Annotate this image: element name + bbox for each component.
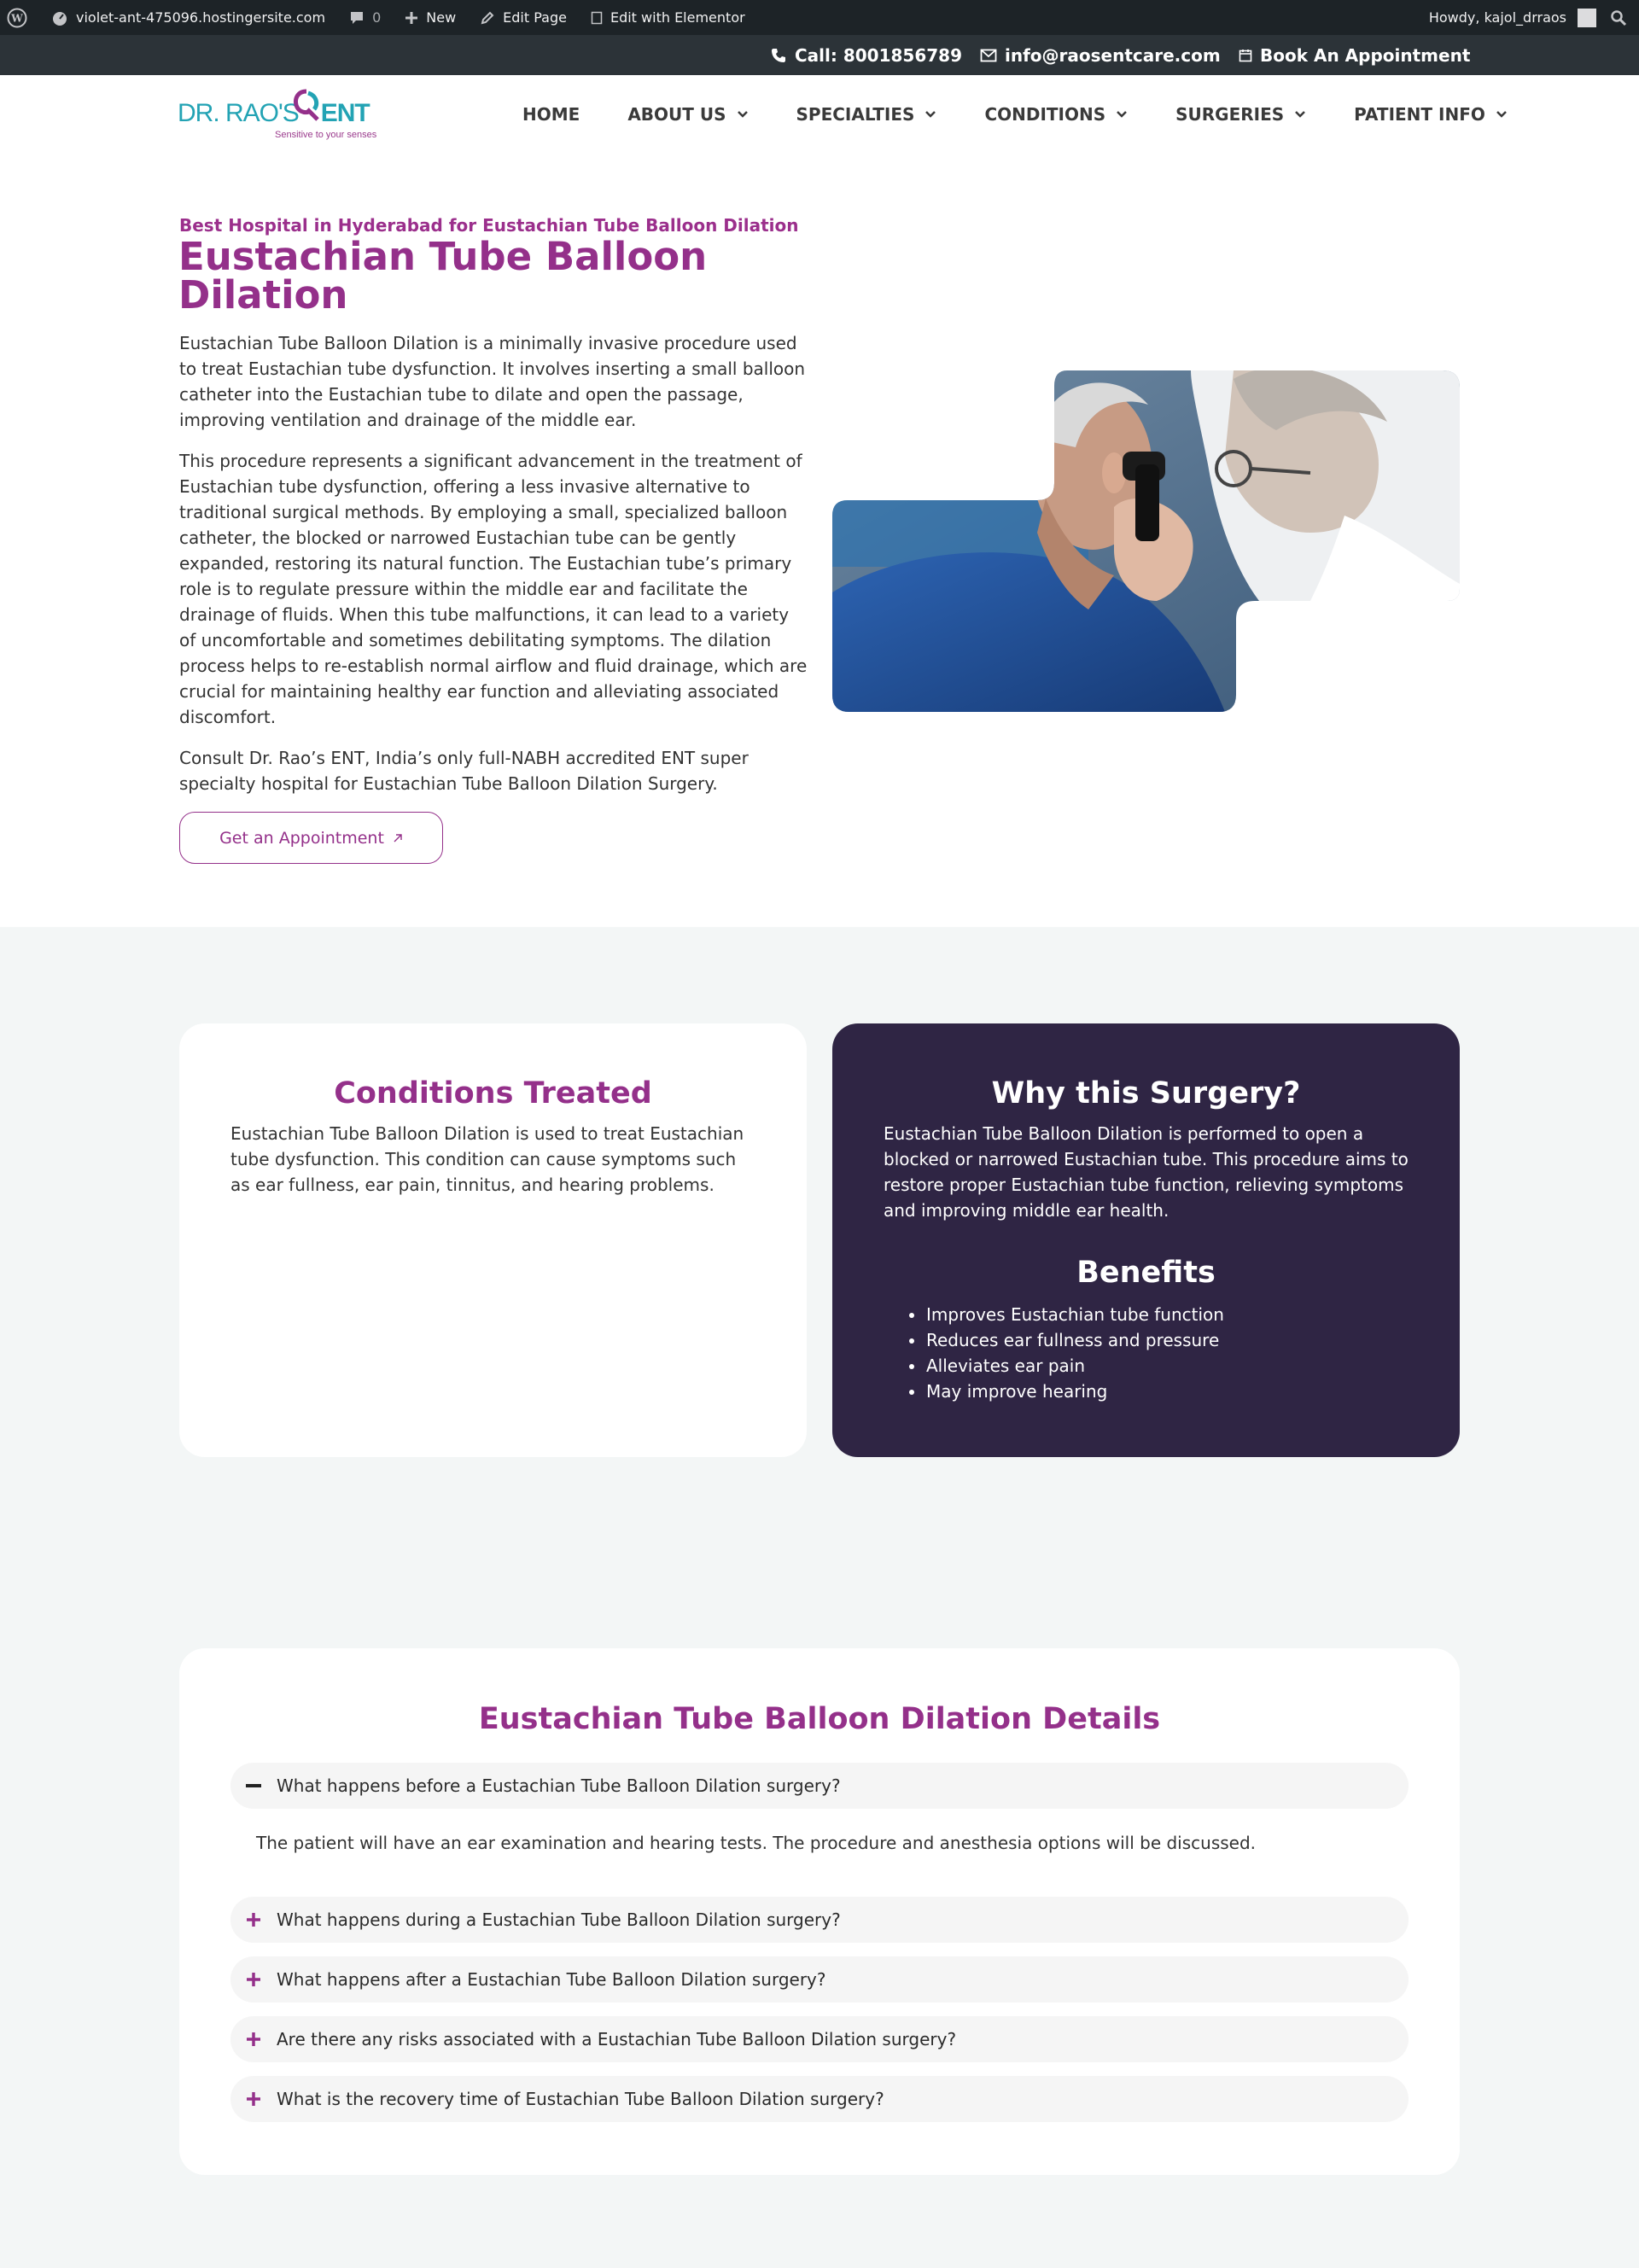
- plus-icon: [405, 11, 418, 25]
- benefit-item: May improve hearing: [926, 1379, 1460, 1404]
- nav-conditions-label: CONDITIONS: [984, 104, 1106, 125]
- hero-paragraph-1: Eustachian Tube Balloon Dilation is a minimally invasive procedure used to treat Eustachian tube dysfunction. It involves inserting a small balloon catheter into the Eustachian tube to dilate and open the passage, improving ventilation and drainage of the middle ear.: [179, 333, 806, 430]
- accordion-question: What happens during a Eustachian Tube Balloon Dilation surgery?: [277, 1909, 841, 1930]
- page-title: Eustachian Tube Balloon Dilation: [178, 234, 708, 318]
- envelope-icon: [980, 49, 997, 62]
- plus-icon: [230, 1913, 277, 1927]
- benefit-item: Alleviates ear pain: [926, 1353, 1460, 1379]
- contact-strip: [0, 35, 1639, 75]
- logo-text-suffix: ENT: [320, 99, 370, 127]
- chevron-down-icon: [737, 110, 749, 119]
- dashboard-gauge-icon: [51, 9, 68, 26]
- chevron-down-icon: [1116, 110, 1128, 119]
- minus-icon: [230, 1784, 277, 1787]
- chevron-down-icon: [1496, 110, 1508, 119]
- nav-specialties-label: SPECIALTIES: [796, 104, 915, 125]
- plus-icon: [230, 2032, 277, 2046]
- get-appointment-button[interactable]: [179, 812, 443, 864]
- call-text: Call: 8001856789: [795, 44, 963, 66]
- accordion-question: Are there any risks associated with a Eustachian Tube Balloon Dilation surgery?: [277, 2029, 957, 2049]
- nav-about-us-label: ABOUT US: [627, 104, 726, 125]
- details-title: Eustachian Tube Balloon Dilation Details: [478, 1702, 1161, 1736]
- accordion-answer: The patient will have an ear examination and hearing tests. The procedure and anesthesia options will be discussed.: [256, 1833, 1257, 1853]
- elementor-label: Edit with Elementor: [610, 9, 745, 26]
- benefits-title: Benefits: [1076, 1256, 1216, 1290]
- logo-tagline: Sensitive to your senses: [275, 130, 377, 140]
- book-text: Book An Appointment: [1260, 44, 1471, 66]
- svg-text:W: W: [11, 12, 23, 24]
- pencil-icon: [480, 10, 495, 26]
- comment-icon: [349, 10, 365, 26]
- conditions-text: Eustachian Tube Balloon Dilation is used to treat Eustachian tube dysfunction. This condition can cause symptoms such as ear fullness, ear pain, tinnitus, and hearing problems.: [230, 1123, 744, 1195]
- comments-link[interactable]: [337, 0, 393, 35]
- edit-with-elementor-link[interactable]: [579, 0, 757, 35]
- avatar: [1578, 9, 1596, 27]
- edit-page-link[interactable]: [468, 0, 579, 35]
- wordpress-icon: [7, 8, 27, 28]
- site-header: [0, 75, 1639, 154]
- calendar-icon: [1239, 49, 1252, 62]
- benefits-list: [926, 1302, 1460, 1404]
- new-content-link[interactable]: [393, 0, 468, 35]
- hero-paragraph-2: This procedure represents a significant advancement in the treatment of Eustachian tube dysfunction, offering a less invasive alternative to traditional surgical methods. By employing a small, specialized balloon catheter, the blocked or narrowed Eustachian tube can be gently expanded, restoring its natural function. The Eustachian tube’s primary role is to regulate pressure within the middle ear and facilitate the drainage of fluids. When this tube malfunctions, it can lead to a variety of uncomfortable and sometimes debilitating symptoms. The dilation process helps to re-establish normal airflow and fluid drainage, which are crucial for maintaining healthy ear function and alleviating associated discomfort.: [179, 451, 808, 727]
- comments-count: 0: [372, 9, 382, 26]
- elementor-icon: [591, 11, 603, 25]
- logo-mark-icon: [292, 89, 321, 123]
- nav-home-label: HOME: [522, 104, 580, 125]
- details-section: [179, 1648, 1460, 2175]
- main-nav: [522, 75, 1508, 154]
- accordion-question: What is the recovery time of Eustachian Tube Balloon Dilation surgery?: [277, 2089, 884, 2109]
- wp-admin-bar: [0, 0, 1639, 35]
- site-name: violet-ant-475096.hostingersite.com: [76, 9, 326, 26]
- why-text: Eustachian Tube Balloon Dilation is performed to open a blocked or narrowed Eustachian tube. This procedure aims to restore proper Eustachian tube function, relieving symptoms and improving middle ear health.: [884, 1123, 1409, 1221]
- hero-section: [0, 154, 1639, 927]
- hero-kicker: Best Hospital in Hyderabad for Eustachian Tube Balloon Dilation: [179, 215, 799, 236]
- plus-icon: [230, 1973, 277, 1986]
- admin-search-button[interactable]: [1601, 0, 1639, 35]
- my-account-link[interactable]: [1417, 0, 1601, 35]
- plus-icon: [230, 2092, 277, 2106]
- email-text: info@raosentcare.com: [1005, 44, 1221, 66]
- accordion-item-before[interactable]: [230, 1763, 1409, 1809]
- accordion-question: What happens before a Eustachian Tube Balloon Dilation surgery?: [277, 1775, 841, 1796]
- arrow-up-right-icon: [393, 833, 403, 843]
- search-icon: [1610, 9, 1627, 26]
- get-appointment-label: Get an Appointment: [219, 828, 384, 848]
- logo-text: [178, 99, 370, 128]
- nav-home[interactable]: [522, 104, 580, 125]
- phone-icon: [770, 47, 787, 64]
- site-name-link[interactable]: [39, 0, 337, 35]
- call-link[interactable]: [770, 35, 962, 75]
- accordion-item-during[interactable]: [230, 1897, 1409, 1943]
- chevron-down-icon: [1294, 110, 1306, 119]
- accordion-item-risks[interactable]: [230, 2016, 1409, 2062]
- why-title: Why this Surgery?: [991, 1076, 1301, 1111]
- nav-conditions[interactable]: [984, 104, 1128, 125]
- hero-paragraph-3: Consult Dr. Rao’s ENT, India’s only full-NABH accredited ENT super specialty hospital for Eustachian Tube Balloon Dilation Surgery.: [179, 748, 749, 794]
- wordpress-logo-button[interactable]: [0, 0, 39, 35]
- edit-page-label: Edit Page: [503, 9, 567, 26]
- ear-examination-image: [832, 370, 1460, 712]
- why-surgery-card: [832, 1023, 1460, 1457]
- book-appointment-link[interactable]: [1239, 35, 1470, 75]
- benefit-item: Improves Eustachian tube function: [926, 1302, 1460, 1327]
- chevron-down-icon: [924, 110, 936, 119]
- email-link[interactable]: [980, 35, 1221, 75]
- nav-specialties[interactable]: [796, 104, 937, 125]
- conditions-title: Conditions Treated: [334, 1076, 652, 1111]
- howdy-text: Howdy, kajol_drraos: [1428, 9, 1566, 26]
- accordion-item-recovery[interactable]: [230, 2076, 1409, 2122]
- new-label: New: [426, 9, 457, 26]
- nav-surgeries-label: SURGERIES: [1175, 104, 1285, 125]
- conditions-treated-card: [179, 1023, 807, 1457]
- nav-patient-info[interactable]: [1354, 104, 1508, 125]
- accordion-item-after[interactable]: [230, 1956, 1409, 2003]
- logo-text-prefix: DR. RAO'S: [178, 99, 299, 127]
- benefit-item: Reduces ear fullness and pressure: [926, 1327, 1460, 1353]
- nav-patient-info-label: PATIENT INFO: [1354, 104, 1485, 125]
- nav-about-us[interactable]: [627, 104, 748, 125]
- nav-surgeries[interactable]: [1175, 104, 1306, 125]
- accordion-question: What happens after a Eustachian Tube Balloon Dilation surgery?: [277, 1969, 826, 1990]
- site-logo[interactable]: [178, 87, 382, 143]
- hero-body: [179, 330, 809, 812]
